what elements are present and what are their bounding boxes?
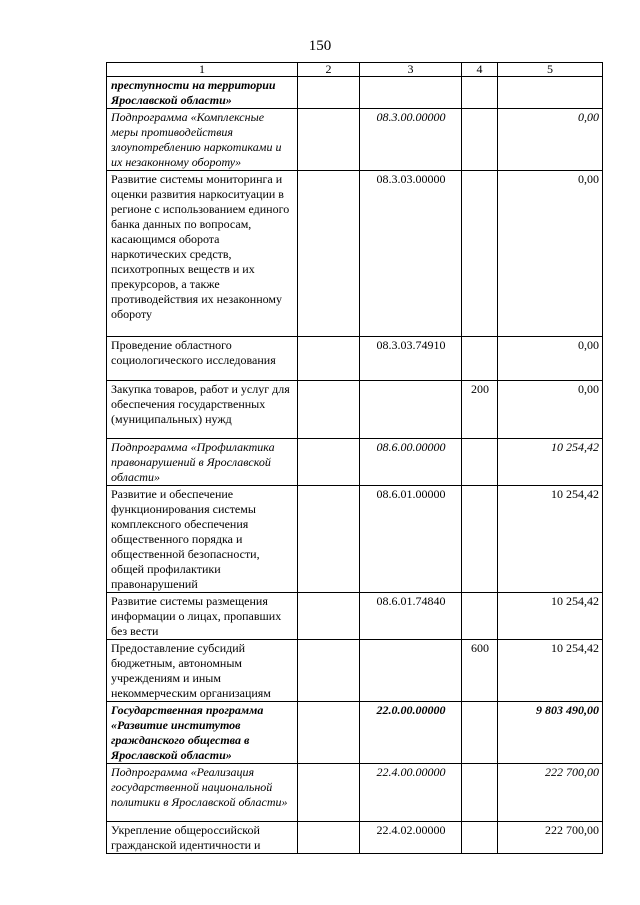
row-column-2-cell [298, 822, 360, 854]
row-amount-cell: 10 254,42 [498, 486, 603, 593]
table-header [107, 63, 603, 77]
row-name-cell: Проведение областного социологического исследования [107, 337, 298, 381]
row-column-2-cell [298, 109, 360, 171]
row-amount-cell: 10 254,42 [498, 439, 603, 486]
row-code-cell [360, 640, 462, 702]
row-code-cell [360, 381, 462, 439]
row-column-2-cell [298, 593, 360, 640]
row-column-2-cell [298, 439, 360, 486]
row-column-2-cell [298, 764, 360, 822]
table-row [107, 77, 603, 109]
table-row [107, 381, 603, 439]
row-column-2-cell [298, 171, 360, 337]
row-code-cell: 08.3.00.00000 [360, 109, 462, 171]
row-name-cell: преступности на территории Ярославской области» [107, 77, 298, 109]
row-column-2-cell [298, 640, 360, 702]
table-row [107, 822, 603, 854]
table-row [107, 702, 603, 764]
column-header-5: 5 [498, 63, 603, 77]
table-row [107, 593, 603, 640]
row-type-cell [462, 77, 498, 109]
row-code-cell: 08.6.00.00000 [360, 439, 462, 486]
table-row [107, 764, 603, 822]
row-amount-cell: 222 700,00 [498, 764, 603, 822]
row-code-cell: 22.0.00.00000 [360, 702, 462, 764]
row-column-2-cell [298, 337, 360, 381]
table-row [107, 486, 603, 593]
row-amount-cell: 9 803 490,00 [498, 702, 603, 764]
row-code-cell: 08.3.03.00000 [360, 171, 462, 337]
row-type-cell [462, 702, 498, 764]
page-number: 150 [308, 38, 332, 54]
column-header-4: 4 [462, 63, 498, 77]
row-name-cell: Подпрограмма «Реализация государственной национальной политики в Ярославской области» [107, 764, 298, 822]
row-column-2-cell [298, 77, 360, 109]
row-amount-cell: 222 700,00 [498, 822, 603, 854]
row-amount-cell: 0,00 [498, 109, 603, 171]
column-header-3: 3 [360, 63, 462, 77]
table-row [107, 171, 603, 337]
row-name-cell: Государственная программа «Развитие институтов гражданского общества в Ярославской области» [107, 702, 298, 764]
row-column-2-cell [298, 381, 360, 439]
row-column-2-cell [298, 486, 360, 593]
row-name-cell: Развитие системы размещения информации о лицах, пропавших без вести [107, 593, 298, 640]
row-code-cell: 22.4.00.00000 [360, 764, 462, 822]
row-amount-cell [498, 77, 603, 109]
row-type-cell [462, 337, 498, 381]
row-type-cell [462, 171, 498, 337]
row-amount-cell: 0,00 [498, 381, 603, 439]
row-type-cell [462, 593, 498, 640]
row-type-cell [462, 439, 498, 486]
table-body [107, 77, 603, 854]
header-row [107, 63, 603, 77]
row-code-cell: 08.6.01.00000 [360, 486, 462, 593]
row-type-cell [462, 109, 498, 171]
row-amount-cell: 0,00 [498, 171, 603, 337]
row-type-cell [462, 822, 498, 854]
row-amount-cell: 10 254,42 [498, 640, 603, 702]
row-amount-cell: 0,00 [498, 337, 603, 381]
row-type-cell [462, 486, 498, 593]
row-name-cell: Укрепление общероссийской гражданской идентичности и [107, 822, 298, 854]
row-type-cell: 200 [462, 381, 498, 439]
row-name-cell: Развитие системы мониторинга и оценки развития наркоситуации в регионе с использованием единого банка данных по вопросам, касающимся оборота наркотических средств, психотропных веществ и их прекурсоров, а также противодействия их незаконному обороту [107, 171, 298, 337]
row-column-2-cell [298, 702, 360, 764]
row-type-cell: 600 [462, 640, 498, 702]
row-name-cell: Подпрограмма «Комплексные меры противодействия злоупотреблению наркотиками и их незаконному обороту» [107, 109, 298, 171]
table-row [107, 337, 603, 381]
column-header-1: 1 [107, 63, 298, 77]
row-code-cell: 22.4.02.00000 [360, 822, 462, 854]
table-row [107, 439, 603, 486]
budget-table [106, 62, 603, 854]
row-amount-cell: 10 254,42 [498, 593, 603, 640]
row-code-cell: 08.6.01.74840 [360, 593, 462, 640]
column-header-2: 2 [298, 63, 360, 77]
row-code-cell: 08.3.03.74910 [360, 337, 462, 381]
table-row [107, 640, 603, 702]
row-type-cell [462, 764, 498, 822]
row-name-cell: Предоставление субсидий бюджетным, автономным учреждениям и иным некоммерческим организациям [107, 640, 298, 702]
row-name-cell: Развитие и обеспечение функционирования системы комплексного обеспечения общественного порядка и общественной безопасности, общей профилактики правонарушений [107, 486, 298, 593]
row-name-cell: Подпрограмма «Профилактика правонарушений в Ярославской области» [107, 439, 298, 486]
table-row [107, 109, 603, 171]
row-code-cell [360, 77, 462, 109]
row-name-cell: Закупка товаров, работ и услуг для обеспечения государственных (муниципальных) нужд [107, 381, 298, 439]
